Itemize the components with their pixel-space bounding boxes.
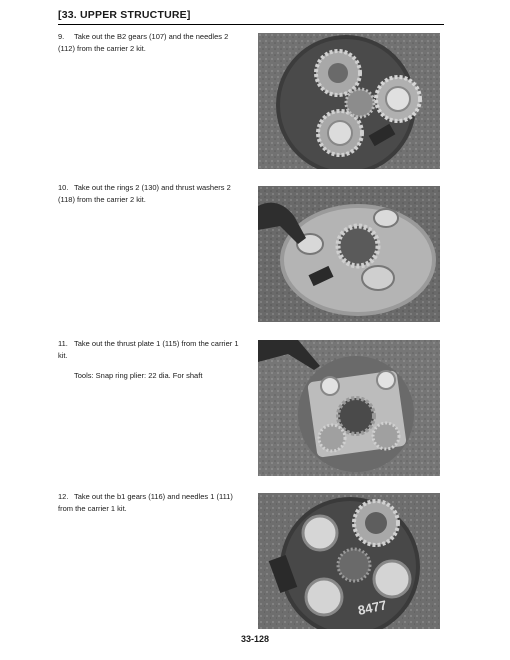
step-12 [58, 491, 243, 514]
step-number: 10. [58, 183, 69, 192]
step-number: 12. [58, 492, 69, 501]
carrier-washers-photo-icon [258, 186, 440, 322]
step-text: Take out the b1 gears (116) and needles 1 (111) from the carrier 1 kit. [58, 492, 233, 513]
step-number: 9. [58, 32, 65, 41]
header-rule [58, 24, 444, 25]
page-number: 33-128 [240, 634, 270, 644]
b1-gears-photo-icon [258, 493, 440, 629]
tools-note: Tools: Snap ring plier: 22 dia. For shaft [74, 371, 203, 380]
step-text: Take out the rings 2 (130) and thrust washers 2 (118) from the carrier 2 kit. [58, 183, 231, 204]
photo-step-9 [258, 33, 440, 169]
step-number: 11. [58, 339, 68, 348]
section-header: [33. UPPER STRUCTURE] [58, 9, 191, 21]
step-text: Take out the B2 gears (107) and the needles 2 (112) from the carrier 2 kit. [58, 32, 229, 53]
gear-carrier-photo-icon [258, 33, 440, 169]
photo-step-10 [258, 186, 440, 322]
step-11 [58, 338, 243, 382]
photo-step-12 [258, 493, 440, 629]
step-10 [58, 182, 243, 205]
snap-ring-photo-icon [258, 340, 440, 476]
step-text: Take out the thrust plate 1 (115) from the carrier 1 kit. [58, 339, 239, 360]
stamped-number: 8477 [356, 597, 388, 618]
step-9 [58, 31, 243, 54]
photo-step-11 [258, 340, 440, 476]
